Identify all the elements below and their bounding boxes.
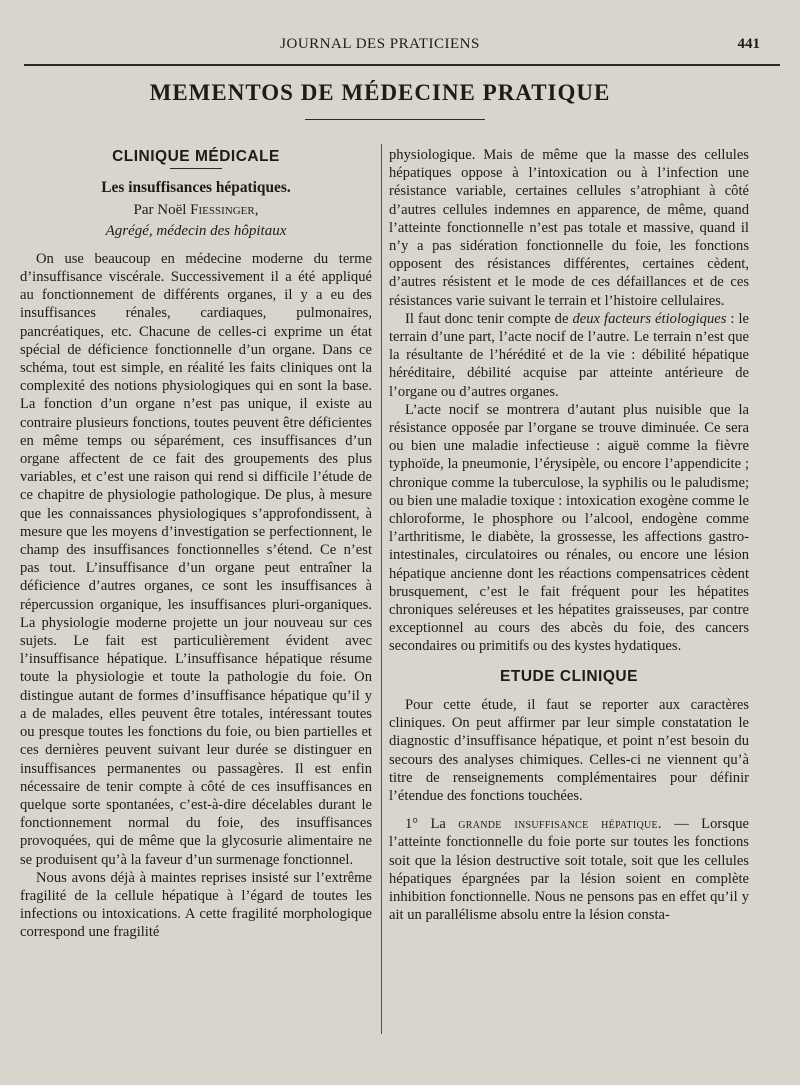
running-head <box>0 36 800 56</box>
author-affiliation: Agrégé, médecin des hôpitaux <box>105 222 287 239</box>
paragraph-text: — Lorsque l’atteinte fonctionnelle du foie porte sur toutes les fonctions soit que la lésion destructive soit totale, soit que les cellules hépatiques épargnées par la lésion soient en complète inhibition fonctionnelle. Nous ne pensons pas en effet qu’il y ait un parallélisme absolu entre la lésion consta- <box>389 816 749 924</box>
page-number: 441 <box>737 36 760 52</box>
paragraph: Nous avons déjà à maintes reprises insisté sur l’extrême fragilité de la cellule hépatique à l’égard de toutes les infections ou intoxications. A cette fragilité morphologique correspond une fragilité <box>20 869 372 941</box>
paragraph-text: Il faut donc tenir compte de <box>405 310 569 327</box>
header-rule <box>24 64 780 66</box>
paragraph <box>389 815 749 924</box>
article-title: Les insuffisances hépatiques. <box>101 179 291 197</box>
paragraph: Pour cette étude, il faut se reporter aux caractères cliniques. On peut affirmer par leur simple constatation le diagnostic d’insuffisance hépatique, et point n’est besoin du secours des analyses chimiques. Celles-ci ne viennent qu’à titre de renseignements complémentaires pour définir l’étendue des fonctions touchées. <box>389 696 749 804</box>
author-name: Fiessinger, <box>190 202 259 219</box>
paragraph: On use beaucoup en médecine moderne du terme d’insuffisance viscérale. Successivement il a été appliqué au fonctionnement de différents organes, il y a eu des insuffisances rénales, cardiaques, pulmonaires, pancréatiques, etc. Chacune de celles-ci exprime un état spécial de déficience fonctionnelle d’un organe. Dans ce schéma, tout est simple, en réalité les faits cliniques ont la complexité des notions physiologiques qui en sont la base. La fonction d’un organe n’est pas unique, il existe au contraire plusieurs fonctions, toutes peuvent être déficientes en même temps ou séparément, ces insuffisances d’un organe affectent de ce fait des groupements des plus variables, et c’est une raison qui rend si difficile l’étude de ce chapitre de physiologie pathologique. De plus, à mesure que les connaissances physiologiques s’approfondissent, à mesure que les moyens d’investigation se perfectionnent, le champ des insuffisances fonctionnelles s’étend. Ce n’est pas tout. L’insuffisance d’un organe peut entraîner la déficience d’autres organes, ce sont les insuffisances à répercussion organique, les insuffisances pluri-organiques. La physiologie moderne projette un jour nouveau sur ces sujets. Le fait est particulièrement évident avec l’insuffisance hépatique. L’insuffisance hépatique résume toute la physiologie et toute la pathologie du foie. On distingue autant de formes d’insuffisance hépatique qu’il y a de malades, elles peuvent être totales, intéressant toutes ou presque toutes les fonctions du foie, ou bien partielles et ces dernières peuvent suivant leur durée se distinguer en insuffisances permanentes ou passagères. Il est enfin nécessaire de tenir compte à côté de ces insuffisances en quelque sorte spontanées, c’est-à-dire décelables durant le fonctionnement normal du foie, des insuffisances provoquées, qui de même que la glycosurie alimentaire ne se produisent qu’à la faveur d’un surmenage fonctionnel. <box>20 250 372 868</box>
title-rule <box>305 119 485 120</box>
subsection-title: grande insuffisance hépatique. <box>458 816 662 833</box>
byline <box>20 201 372 219</box>
subsection-number: 1° La <box>405 816 446 833</box>
paragraph: L’acte nocif se montrera d’autant plus nuisible que la résistance opposée par l’organe se trouve diminuée. Ce sera ou bien une maladie infectieuse : aiguë comme la fièvre typhoïde, la pneumonie, l’érysipèle, ou encore l’appendicite ; chronique comme la tuberculose, la syphilis ou le paludisme; ou bien une maladie toxique : intoxication exogène comme le chloroforme, le phosphore ou l’alcool, endogène comme l’arthritisme, le diabète, la grossesse, les affections gastro-intestinales, circulatoires ou rénales, ou encore une lésion hépatique ancienne dont les réactions compensatrices cèdent brusquement, c’est le fait fréquent pour les hépatites chroniques seléreuses et les hépatites graisseuses, par contre exceptionnel au cours des abcès du foie, des cancers secondaires ou primitifs ou des kystes hydatiques. <box>389 401 749 655</box>
paragraph-text: : le terrain d’une part, l’acte nocif de l’autre. Le terrain n’est que la résultante de l’hérédité et de la vie : débilité hépatique héréditaire, débilité acquise par atteinte antérieure de l’organe ou d’autres organes. <box>389 310 750 400</box>
byline-prefix: Par Noël <box>133 202 187 219</box>
section-heading-rule <box>170 168 222 169</box>
paragraph: physiologique. Mais de même que la masse des cellules hépatiques oppose à l’intoxication ou à l’infection une résistance variable, certaines cellules s’atrophiant à côté d’autres cellules indemnes en apparence, de même, quand l’atteinte fonctionnelle n’est pas totale et massive, quand il n’y a pas sidération fonctionnelle du foie, les fonctions opposent des résistances différentes, certaines cèdent, d’autres résistent et le mode de ces défaillances et de ces résistances varie suivant le terrain et l’histoire cellulaires. <box>389 147 749 309</box>
section-heading-clinique: CLINIQUE MÉDICALE <box>112 148 280 165</box>
page-title: MEMENTOS DE MÉDECINE PRATIQUE <box>149 80 611 105</box>
emphasis-text: deux facteurs étiologiques <box>572 310 727 327</box>
running-title: JOURNAL DES PRATICIENS <box>280 36 480 52</box>
left-column <box>20 146 372 942</box>
right-column <box>389 146 749 924</box>
column-divider <box>381 144 382 1034</box>
section-heading-etude: ETUDE CLINIQUE <box>500 667 638 685</box>
paragraph <box>389 310 749 401</box>
